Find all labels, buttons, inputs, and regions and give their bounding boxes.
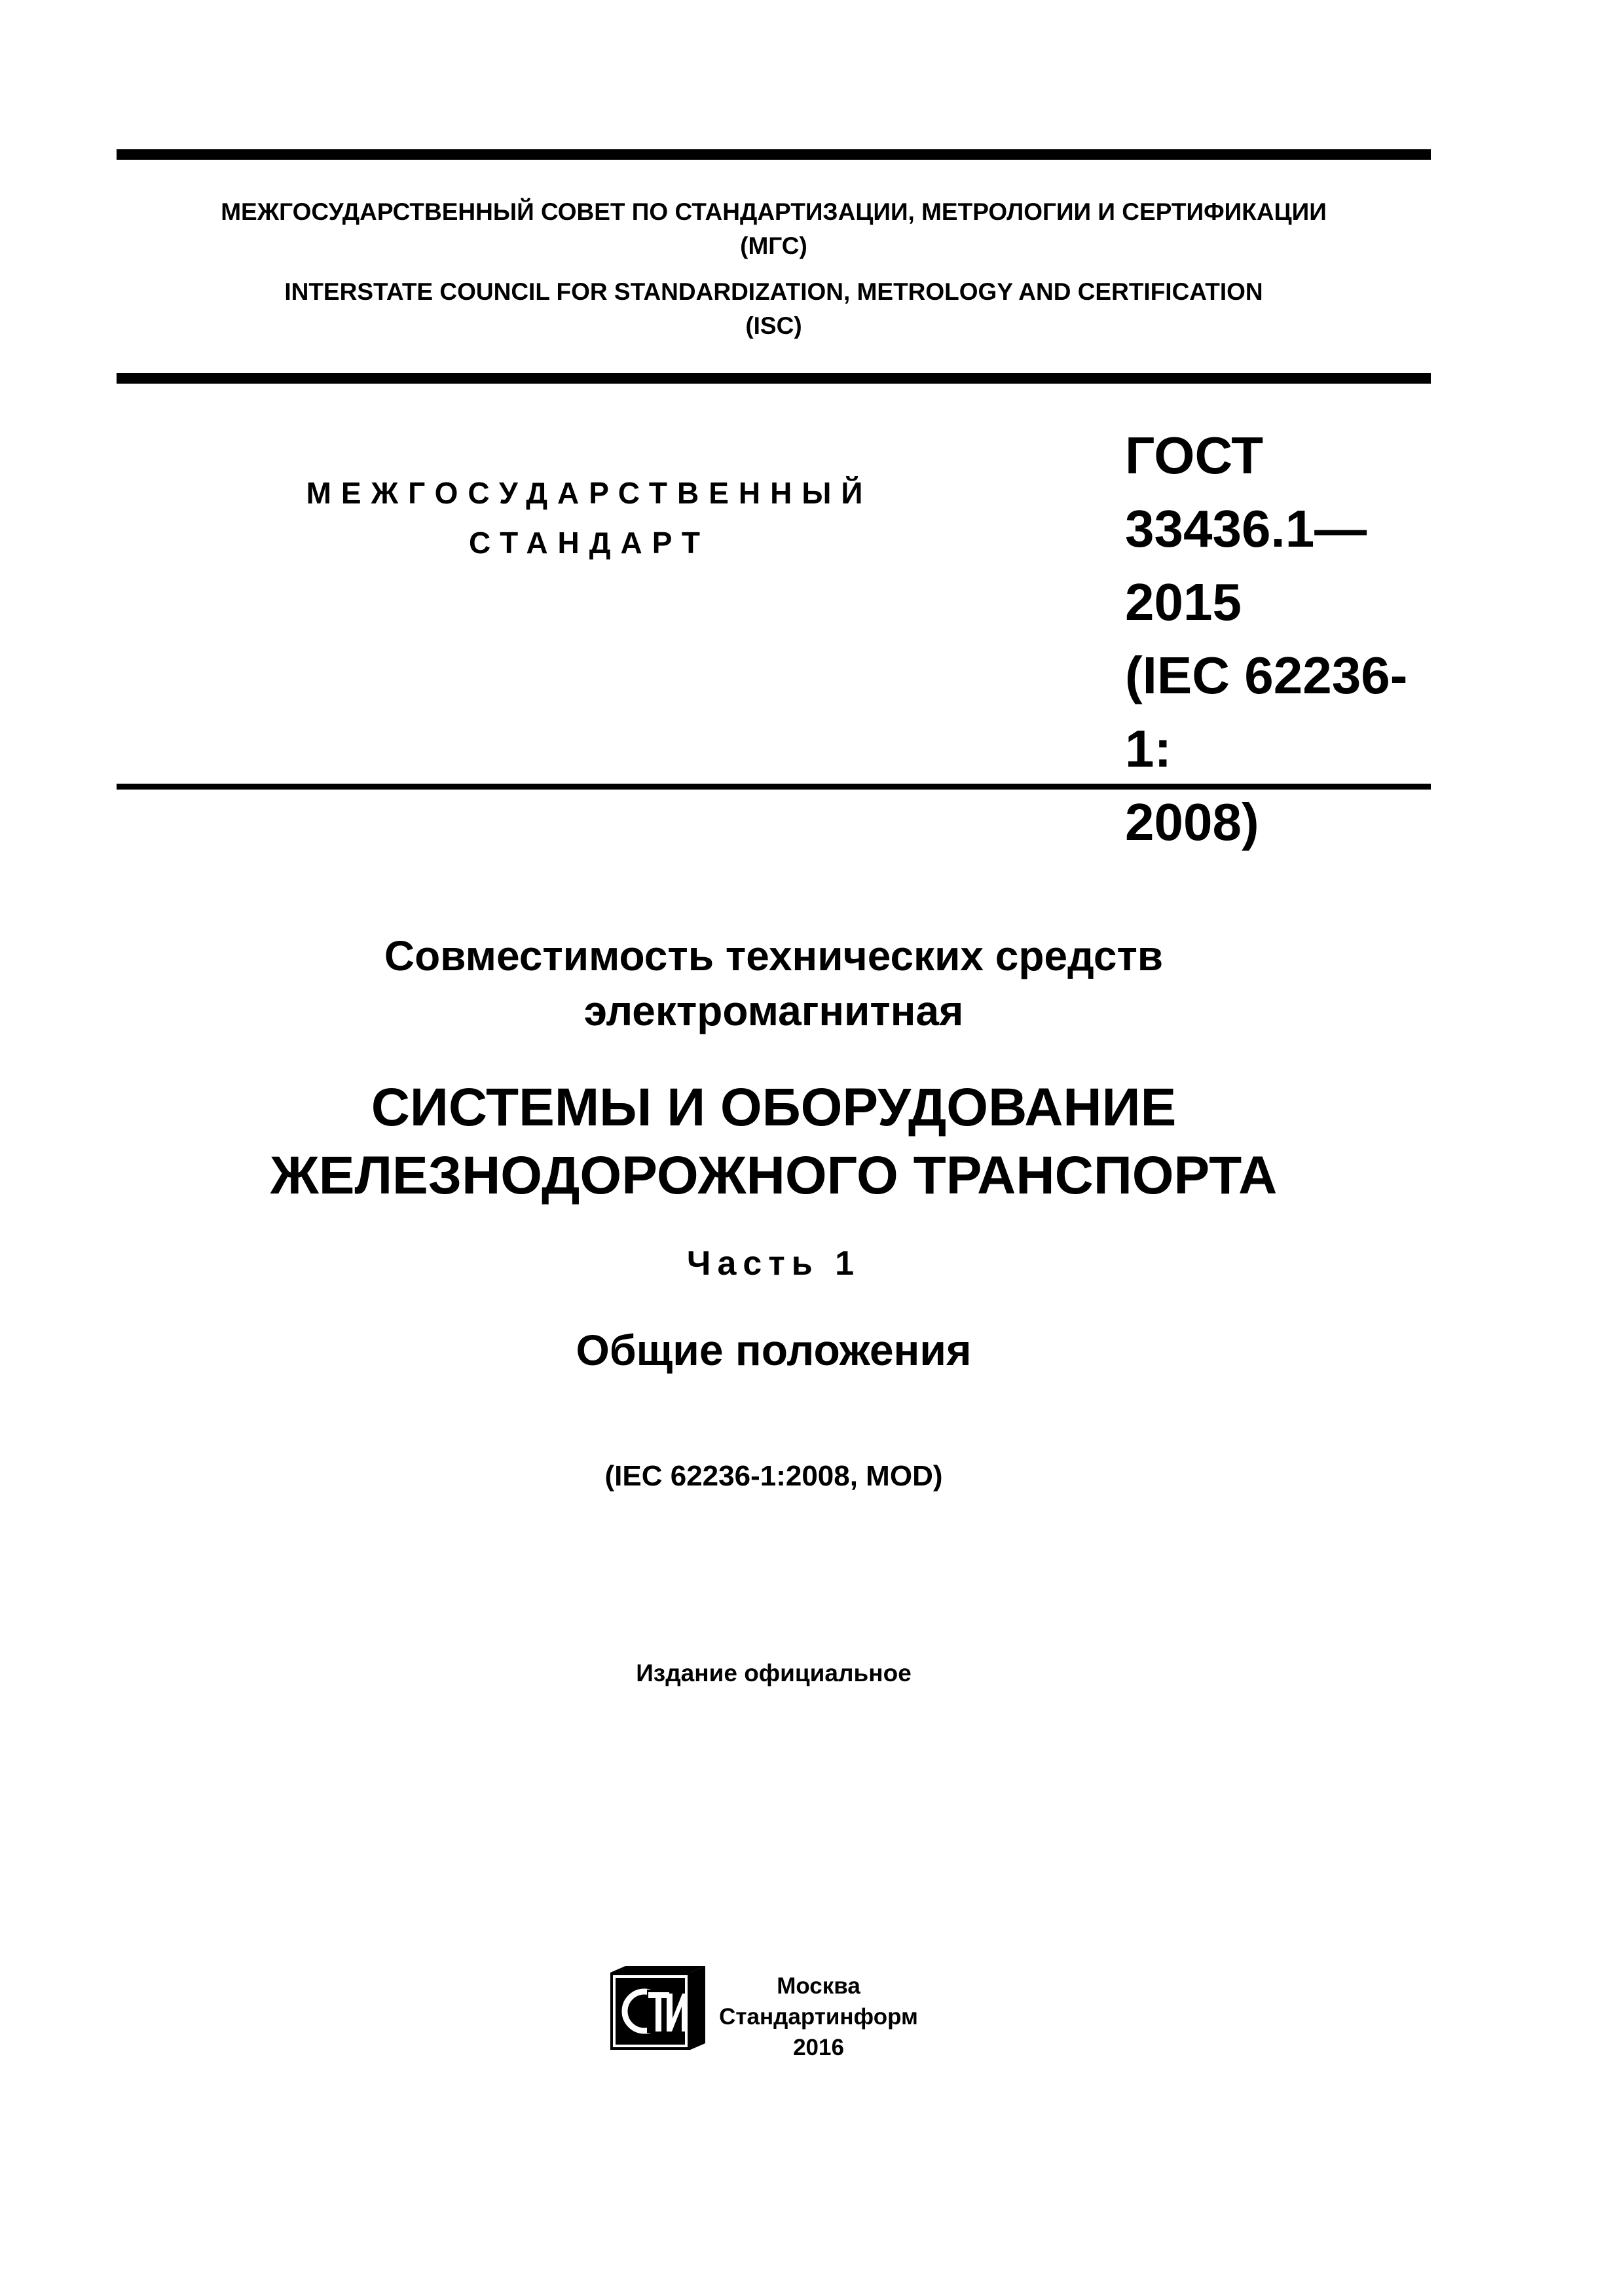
iec-reference: (IEC 62236-1:2008, MOD) (604, 1460, 943, 1492)
document-subtitle (117, 928, 1431, 1038)
standard-kind-line1: МЕЖГОСУДАРСТВЕННЫЙ (306, 476, 873, 510)
standartinform-logo-icon (610, 1966, 705, 2055)
council-name-en-line1: INTERSTATE COUNCIL FOR STANDARDIZATION, METROLOGY AND CERTIFICATION (284, 278, 1263, 305)
third-rule (117, 784, 1431, 790)
document-main-title (117, 1074, 1431, 1210)
council-name-en (117, 275, 1431, 343)
subtitle-line2: электромагнитная (583, 987, 964, 1034)
subtitle-line1: Совместимость технических средств (384, 932, 1164, 979)
council-name-ru-line1: МЕЖГОСУДАРСТВЕННЫЙ СОВЕТ ПО СТАНДАРТИЗАЦИИ, МЕТРОЛОГИИ И СЕРТИФИКАЦИИ (221, 198, 1327, 225)
council-abbr-en: (ISC) (745, 312, 802, 339)
top-rule (117, 149, 1431, 160)
council-name-ru (117, 195, 1431, 263)
publisher-imprint (714, 1971, 923, 2063)
publisher-city: Москва (777, 1973, 860, 1999)
gost-number: ГОСТ 33436.1— 2015 (IEC 62236-1: 2008) (1125, 426, 1408, 851)
second-rule (117, 373, 1431, 384)
publisher-year: 2016 (793, 2035, 844, 2060)
main-title-line2: ЖЕЛЕЗНОДОРОЖНОГО ТРАНСПОРТА (270, 1146, 1278, 1205)
main-title-line1: СИСТЕМЫ И ОБОРУДОВАНИЕ (371, 1078, 1177, 1137)
edition-note: Издание официальное (636, 1660, 912, 1686)
standard-kind (262, 468, 917, 568)
publisher-name: Стандартинформ (719, 2004, 918, 2030)
part-label: Часть 1 (686, 1245, 861, 1283)
part-title: Общие положения (576, 1326, 972, 1374)
standard-kind-line2: СТАНДАРТ (469, 526, 710, 560)
council-abbr-ru: (МГС) (740, 232, 807, 259)
